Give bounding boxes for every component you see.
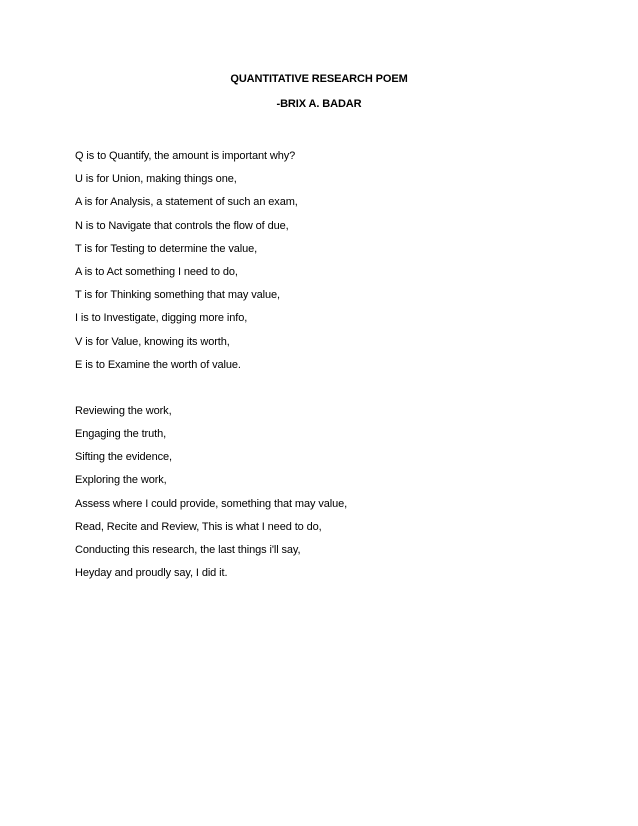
poem-line: I is to Investigate, digging more info,: [75, 312, 248, 325]
poem-author: -BRIX A. BADAR: [276, 98, 362, 110]
poem-line: E is to Examine the worth of value.: [75, 358, 241, 371]
poem-line: N is to Navigate that controls the flow of due,: [75, 219, 289, 232]
poem-line: U is for Union, making things one,: [75, 173, 237, 186]
poem-line: V is for Value, knowing its worth,: [75, 335, 230, 348]
poem-line: Exploring the work,: [75, 474, 167, 487]
poem-title: QUANTITATIVE RESEARCH POEM: [230, 73, 408, 85]
poem-body: [75, 145, 575, 585]
poem-line: A is for Analysis, a statement of such an exam,: [75, 196, 298, 209]
poem-line: Heyday and proudly say, I did it.: [75, 567, 228, 580]
poem-line: Engaging the truth,: [75, 428, 167, 441]
poem-line: T is for Testing to determine the value,: [75, 242, 258, 255]
stanza-divider: [75, 377, 575, 400]
stanza-1: [75, 145, 575, 377]
poem-line: Reviewing the work,: [75, 404, 172, 417]
poem-line: Sifting the evidence,: [75, 451, 172, 464]
poem-line: T is for Thinking something that may value,: [75, 289, 281, 302]
poem-line: Q is to Quantify, the amount is important why?: [75, 150, 296, 162]
poem-line: Assess where I could provide, something that may value,: [75, 497, 348, 510]
stanza-2: [75, 400, 575, 586]
poem-line: Read, Recite and Review, This is what I need to do,: [75, 520, 322, 533]
poem-line: A is to Act something I need to do,: [75, 265, 238, 278]
poem-line: Conducting this research, the last things i'll say,: [75, 544, 301, 556]
